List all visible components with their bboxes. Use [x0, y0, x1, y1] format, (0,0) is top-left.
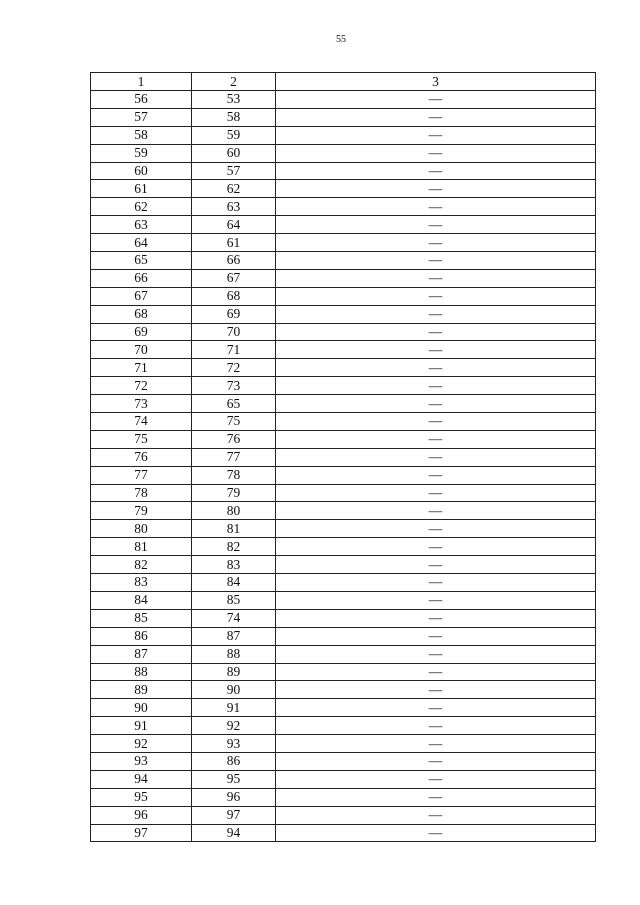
- table-cell-col-1: 87: [91, 645, 192, 663]
- table-row: [91, 430, 596, 448]
- table-cell-col-3: —: [276, 198, 596, 216]
- table-row: [91, 627, 596, 645]
- table-cell-col-2: 70: [192, 323, 276, 341]
- table-row: [91, 735, 596, 753]
- table-cell-col-2: 84: [192, 574, 276, 592]
- table-cell-col-2: 89: [192, 663, 276, 681]
- table-body: [91, 91, 596, 842]
- table-cell-col-2: 82: [192, 538, 276, 556]
- table-cell-col-1: 91: [91, 717, 192, 735]
- table-cell-col-3: —: [276, 770, 596, 788]
- table-cell-col-3: —: [276, 627, 596, 645]
- page-number: 55: [336, 34, 346, 45]
- table-row: [91, 466, 596, 484]
- table-row: [91, 663, 596, 681]
- table-row: [91, 359, 596, 377]
- table-cell-col-3: —: [276, 699, 596, 717]
- table-cell-col-3: —: [276, 359, 596, 377]
- table-row: [91, 717, 596, 735]
- table-row: [91, 108, 596, 126]
- table-cell-col-2: 63: [192, 198, 276, 216]
- table-cell-col-2: 94: [192, 824, 276, 842]
- table-cell-col-3: —: [276, 162, 596, 180]
- column-header-3: 3: [276, 73, 596, 91]
- table-row: [91, 252, 596, 270]
- table-cell-col-1: 69: [91, 323, 192, 341]
- table-cell-col-1: 72: [91, 377, 192, 395]
- table-cell-col-1: 93: [91, 752, 192, 770]
- table-cell-col-2: 61: [192, 234, 276, 252]
- table-cell-col-1: 77: [91, 466, 192, 484]
- table-cell-col-3: —: [276, 591, 596, 609]
- table-cell-col-2: 93: [192, 735, 276, 753]
- table-cell-col-1: 90: [91, 699, 192, 717]
- table-cell-col-2: 58: [192, 108, 276, 126]
- table-cell-col-1: 62: [91, 198, 192, 216]
- table-cell-col-2: 85: [192, 591, 276, 609]
- table-row: [91, 502, 596, 520]
- table-cell-col-3: —: [276, 144, 596, 162]
- table-row: [91, 752, 596, 770]
- table-cell-col-1: 95: [91, 788, 192, 806]
- table-cell-col-3: —: [276, 735, 596, 753]
- table-cell-col-2: 78: [192, 466, 276, 484]
- table-cell-col-2: 96: [192, 788, 276, 806]
- table-cell-col-2: 77: [192, 448, 276, 466]
- column-header-2: 2: [192, 73, 276, 91]
- table-cell-col-2: 66: [192, 252, 276, 270]
- table-cell-col-1: 88: [91, 663, 192, 681]
- table-cell-col-2: 74: [192, 609, 276, 627]
- table-cell-col-3: —: [276, 663, 596, 681]
- table-row: [91, 287, 596, 305]
- table-cell-col-2: 97: [192, 806, 276, 824]
- table-row: [91, 91, 596, 109]
- table-row: [91, 323, 596, 341]
- table-row: [91, 413, 596, 431]
- table-cell-col-3: —: [276, 341, 596, 359]
- table-cell-col-3: —: [276, 180, 596, 198]
- table-cell-col-3: —: [276, 502, 596, 520]
- table-cell-col-1: 80: [91, 520, 192, 538]
- table-row: [91, 699, 596, 717]
- table-cell-col-1: 68: [91, 305, 192, 323]
- table-row: [91, 681, 596, 699]
- column-header-1: 1: [91, 73, 192, 91]
- table-cell-col-3: —: [276, 824, 596, 842]
- table-cell-col-3: —: [276, 323, 596, 341]
- table-cell-col-2: 71: [192, 341, 276, 359]
- table-cell-col-3: —: [276, 287, 596, 305]
- table-cell-col-3: —: [276, 520, 596, 538]
- table-cell-col-1: 79: [91, 502, 192, 520]
- table-row: [91, 234, 596, 252]
- table-cell-col-2: 92: [192, 717, 276, 735]
- table-row: [91, 305, 596, 323]
- table-row: [91, 788, 596, 806]
- table-cell-col-1: 94: [91, 770, 192, 788]
- table-cell-col-3: —: [276, 216, 596, 234]
- table-row: [91, 269, 596, 287]
- table-cell-col-3: —: [276, 395, 596, 413]
- table-cell-col-3: —: [276, 752, 596, 770]
- table-cell-col-1: 57: [91, 108, 192, 126]
- table-row: [91, 520, 596, 538]
- table-cell-col-1: 97: [91, 824, 192, 842]
- table-cell-col-1: 76: [91, 448, 192, 466]
- table-cell-col-3: —: [276, 609, 596, 627]
- table-row: [91, 180, 596, 198]
- table-row: [91, 538, 596, 556]
- table-cell-col-2: 67: [192, 269, 276, 287]
- table-cell-col-1: 64: [91, 234, 192, 252]
- table-cell-col-2: 76: [192, 430, 276, 448]
- table-row: [91, 448, 596, 466]
- table-cell-col-3: —: [276, 466, 596, 484]
- table-cell-col-3: —: [276, 788, 596, 806]
- table-cell-col-2: 69: [192, 305, 276, 323]
- table-row: [91, 574, 596, 592]
- table-cell-col-1: 56: [91, 91, 192, 109]
- table-cell-col-1: 84: [91, 591, 192, 609]
- table-row: [91, 216, 596, 234]
- table-cell-col-3: —: [276, 413, 596, 431]
- data-table: [90, 72, 596, 842]
- table-cell-col-3: —: [276, 484, 596, 502]
- table-row: [91, 144, 596, 162]
- table-cell-col-2: 57: [192, 162, 276, 180]
- table-cell-col-3: —: [276, 269, 596, 287]
- table-cell-col-2: 87: [192, 627, 276, 645]
- table-cell-col-3: —: [276, 717, 596, 735]
- table-row: [91, 591, 596, 609]
- table-cell-col-1: 92: [91, 735, 192, 753]
- table-cell-col-3: —: [276, 252, 596, 270]
- table-row: [91, 556, 596, 574]
- table-cell-col-1: 74: [91, 413, 192, 431]
- table-cell-col-1: 60: [91, 162, 192, 180]
- table-row: [91, 609, 596, 627]
- table-cell-col-2: 88: [192, 645, 276, 663]
- table-cell-col-1: 85: [91, 609, 192, 627]
- table-cell-col-3: —: [276, 681, 596, 699]
- table-cell-col-2: 72: [192, 359, 276, 377]
- table-cell-col-3: —: [276, 806, 596, 824]
- table-cell-col-1: 89: [91, 681, 192, 699]
- table-row: [91, 377, 596, 395]
- table-cell-col-1: 96: [91, 806, 192, 824]
- table-cell-col-1: 78: [91, 484, 192, 502]
- table-cell-col-2: 90: [192, 681, 276, 699]
- table-cell-col-2: 83: [192, 556, 276, 574]
- table-cell-col-1: 59: [91, 144, 192, 162]
- table-cell-col-2: 68: [192, 287, 276, 305]
- table-cell-col-1: 75: [91, 430, 192, 448]
- table-row: [91, 341, 596, 359]
- table-row: [91, 162, 596, 180]
- table-cell-col-1: 73: [91, 395, 192, 413]
- table-cell-col-2: 59: [192, 126, 276, 144]
- table-row: [91, 770, 596, 788]
- table-row: [91, 824, 596, 842]
- table-cell-col-1: 86: [91, 627, 192, 645]
- table-row: [91, 126, 596, 144]
- table-row: [91, 198, 596, 216]
- table-cell-col-3: —: [276, 574, 596, 592]
- table-header-row: [91, 73, 596, 91]
- table-cell-col-1: 63: [91, 216, 192, 234]
- table-cell-col-3: —: [276, 430, 596, 448]
- table-cell-col-2: 60: [192, 144, 276, 162]
- table-cell-col-3: —: [276, 556, 596, 574]
- table-cell-col-2: 95: [192, 770, 276, 788]
- table-cell-col-2: 65: [192, 395, 276, 413]
- table-cell-col-2: 81: [192, 520, 276, 538]
- table-cell-col-3: —: [276, 448, 596, 466]
- table-cell-col-2: 64: [192, 216, 276, 234]
- table-cell-col-2: 91: [192, 699, 276, 717]
- table-cell-col-3: —: [276, 234, 596, 252]
- table-cell-col-2: 73: [192, 377, 276, 395]
- table-cell-col-1: 82: [91, 556, 192, 574]
- table-cell-col-1: 71: [91, 359, 192, 377]
- table-cell-col-2: 53: [192, 91, 276, 109]
- table-cell-col-1: 83: [91, 574, 192, 592]
- table-cell-col-2: 75: [192, 413, 276, 431]
- table-cell-col-3: —: [276, 305, 596, 323]
- table-row: [91, 395, 596, 413]
- table-cell-col-1: 66: [91, 269, 192, 287]
- table-cell-col-1: 67: [91, 287, 192, 305]
- table-cell-col-1: 81: [91, 538, 192, 556]
- table-row: [91, 806, 596, 824]
- table-cell-col-1: 65: [91, 252, 192, 270]
- table-row: [91, 645, 596, 663]
- table-cell-col-1: 70: [91, 341, 192, 359]
- table-cell-col-2: 80: [192, 502, 276, 520]
- table-cell-col-2: 86: [192, 752, 276, 770]
- table-cell-col-2: 79: [192, 484, 276, 502]
- table-row: [91, 484, 596, 502]
- table-cell-col-3: —: [276, 126, 596, 144]
- table-cell-col-3: —: [276, 538, 596, 556]
- table-cell-col-3: —: [276, 377, 596, 395]
- table-cell-col-3: —: [276, 645, 596, 663]
- table-cell-col-3: —: [276, 91, 596, 109]
- table-cell-col-2: 62: [192, 180, 276, 198]
- table-cell-col-3: —: [276, 108, 596, 126]
- table-cell-col-1: 61: [91, 180, 192, 198]
- table-cell-col-1: 58: [91, 126, 192, 144]
